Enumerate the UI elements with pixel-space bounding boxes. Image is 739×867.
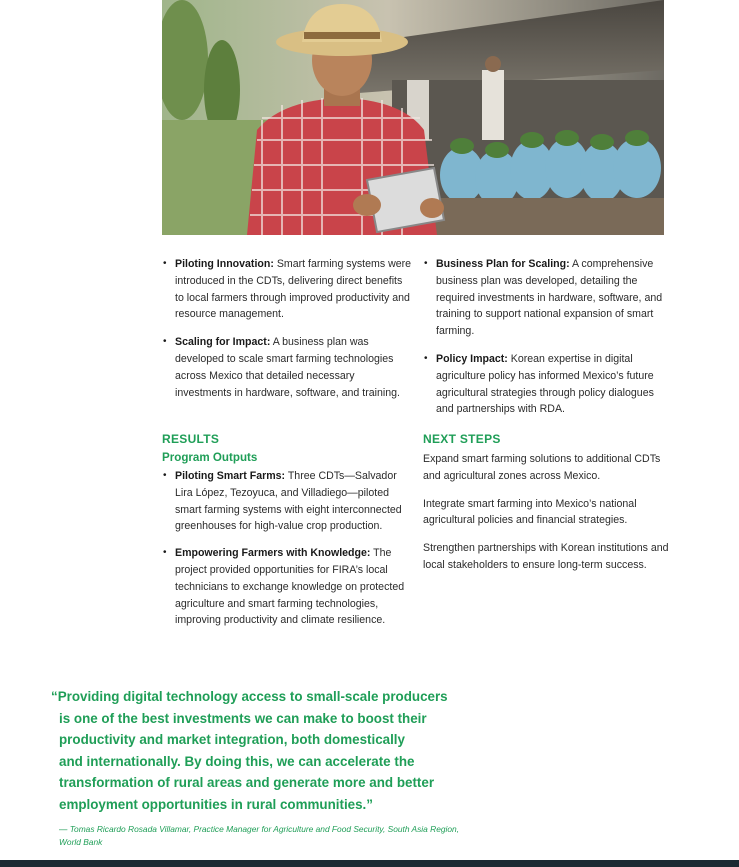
next-steps-heading: NEXT STEPS: [423, 432, 501, 446]
next-step-paragraph: Integrate smart farming into Mexico’s national agricultural policies and financial strategies.: [423, 497, 637, 527]
item-text: Korean expertise in digital agriculture policy has informed Mexico’s future agricultural strategies through policy dialogues and partnerships with RDA.: [436, 352, 654, 416]
farmer-photo-illustration: [162, 0, 664, 235]
item-text: Smart farming systems were introduced in the CDTs, delivering direct benefits to local farmers through improved productivity and resource management.: [175, 258, 412, 321]
list-item: [423, 256, 673, 340]
list-item: [423, 351, 673, 418]
list-item: [162, 468, 412, 535]
list-item: [162, 545, 412, 629]
quote-line: “Providing digital technology access to small-scale producers: [51, 689, 448, 704]
footer-bar: [0, 860, 739, 867]
next-step-paragraph: Strengthen partnerships with Korean institutions and local stakeholders to ensure long-term success.: [423, 542, 669, 571]
item-text: Three CDTs—Salvador Lira López, Tezoyuca, and Villadiego—piloted smart farming systems with eight interconnected greenhouses for high-value crop production.: [175, 470, 402, 533]
highlights-list-left: [162, 256, 412, 401]
item-title: Empowering Farmers with Knowledge:: [175, 547, 371, 560]
item-title: Scaling for Impact:: [175, 336, 271, 349]
next-step-paragraph: Expand smart farming solutions to additional CDTs and agricultural zones across Mexico.: [423, 453, 661, 482]
quote-line: and internationally. By doing this, we can accelerate the: [59, 753, 415, 769]
left-top-column: [162, 256, 412, 412]
hero-photo: [162, 0, 664, 235]
item-title: Business Plan for Scaling:: [436, 258, 570, 270]
quote-line: is one of the best investments we can make to boost their: [59, 710, 427, 726]
results-list: [162, 468, 412, 629]
item-text: A comprehensive business plan was developed, detailing the required investments in hardware, software, and training to support national expansion of smart farming.: [436, 258, 663, 338]
item-title: Piloting Smart Farms:: [175, 470, 286, 482]
quote-line: productivity and market integration, both domestically: [59, 732, 405, 748]
list-item: [162, 256, 412, 323]
quote-line: transformation of rural areas and generate more and better: [59, 775, 435, 791]
item-title: Piloting Innovation:: [175, 258, 274, 270]
quote-line: employment opportunities in rural communities.”: [59, 796, 373, 812]
pull-quote: [51, 686, 481, 816]
next-steps-section: [423, 432, 673, 585]
list-item: [162, 334, 412, 401]
item-text: A business plan was developed to scale smart farming technologies across Mexico that detailed necessary investments in hardware, software, and training.: [175, 336, 400, 399]
right-top-column: [423, 256, 673, 429]
results-heading: RESULTS: [162, 432, 220, 446]
item-title: Policy Impact:: [436, 352, 508, 365]
results-section: [162, 432, 412, 639]
highlights-list-right: [423, 256, 673, 418]
program-outputs-heading: Program Outputs: [162, 451, 258, 464]
quote-attribution: — Tomas Ricardo Rosada Villamar, Practice Manager for Agriculture and Food Security, South Asia Region, World Bank: [59, 824, 460, 848]
item-text: The project provided opportunities for FIRA’s local technicians to exchange knowledge on protected agriculture and smart farming technologies, improving productivity and climate resilience.: [175, 547, 405, 627]
